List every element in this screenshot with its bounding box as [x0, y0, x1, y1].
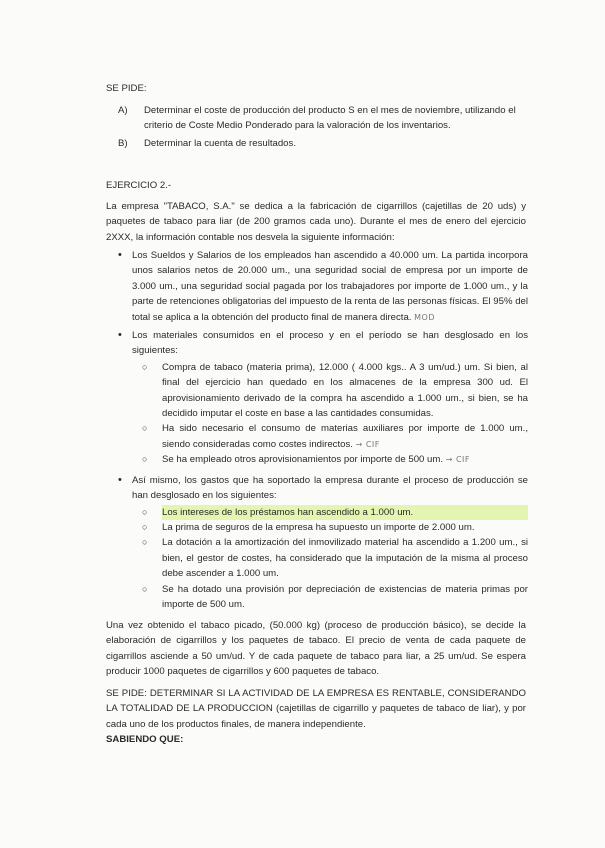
exercise-title: EJERCICIO 2.- — [106, 180, 172, 191]
production-paragraph: Una vez obtenido el tabaco picado, (50.000 kg) (proceso de producción básico), se decide la elaboración de cigarrillos y los paquetes de tabaco. El precio de venta de cada paquete de cigarrillos asciende a 50 um/ud. Y de cada paquete de tabaco para liar, a 25 um/ud. Se espera producir 1000 paquetes de cigarrillos y 600 paquetes de tabaco. — [106, 620, 526, 678]
bullet-dot-icon: • — [118, 473, 122, 486]
requirement-a — [118, 103, 538, 134]
material-item — [142, 360, 528, 422]
expense-item — [142, 520, 528, 535]
bullet-text: Así mismo, los gastos que ha soportado la empresa durante el proceso de producción se han desglosado en los siguientes: — [132, 474, 528, 502]
requirement-text: Determinar el coste de producción del producto S en el mes de noviembre, utilizando el criterio de Coste Medio Ponderado para la valoración de los inventarios. — [144, 105, 516, 132]
circle-bullet-icon: ○ — [142, 361, 148, 372]
circle-bullet-icon: ○ — [142, 583, 148, 594]
circle-bullet-icon: ○ — [142, 454, 148, 465]
requirements-list — [118, 103, 538, 151]
requirement-letter: A) — [118, 105, 128, 116]
handwritten-note: → CIF — [445, 455, 471, 465]
expense-text: Los intereses de los préstamos han ascendido a 1.000 um. — [162, 505, 528, 520]
se-pide-question: SE PIDE: DETERMINAR SI LA ACTIVIDAD DE LA EMPRESA ES RENTABLE, CONSIDERANDO LA TOTALIDAD DE LA PRODUCCION (cajetillas de cigarrillo y paquetes de tabaco de liar), y por cada uno de los productos finales, de manera independiente. — [106, 688, 526, 730]
expense-item — [142, 505, 528, 520]
circle-bullet-icon: ○ — [142, 506, 148, 517]
circle-bullet-icon: ○ — [142, 423, 148, 434]
bullet-salaries — [118, 248, 528, 325]
expense-text: Se ha dotado una provisión por depreciación de existencias de materia primas por importe de 500 um. — [162, 583, 528, 610]
expenses-sublist — [132, 505, 528, 613]
circle-bullet-icon: ○ — [142, 537, 148, 548]
material-text: Compra de tabaco (materia prima), 12.000 ( 4.000 kgs.. A 3 um/ud.) um. Si bien, al final del ejercicio han quedado en los almacenes de la empresa 300 ud. El aprovisionamiento derivado de la compra ha ascendido a 1.000 um., si bien, se ha decidido imputar el coste en base a las cantidades consumidas. — [162, 361, 528, 420]
bullet-materials — [118, 328, 528, 470]
requirement-letter: B) — [118, 137, 128, 149]
expense-text: La prima de seguros de la empresa ha supuesto un importe de 2.000 um. — [162, 521, 475, 533]
expense-text: La dotación a la amortización del inmovilizado material ha ascendido a 1.200 um., si bien, el gestor de costes, ha considerado que la imputación de la misma al proceso debe ascender a 1.000 um. — [162, 537, 528, 580]
handwritten-note: MOD — [414, 312, 435, 322]
material-item — [142, 452, 528, 467]
bullet-expenses — [118, 473, 528, 615]
handwritten-note: → CIF — [355, 439, 380, 449]
sabiendo-heading: SABIENDO QUE: — [106, 734, 184, 745]
material-text: Se ha empleado otros aprovisionamientos por importe de 500 um. — [162, 454, 444, 466]
materials-sublist — [132, 360, 528, 468]
bullet-text: Los Sueldos y Salarios de los empleados han ascendido a 40.000 um. La partida incorpora unos salarios netos de 20.000 um., una seguridad social de empresa por un importe de 3.000 um., una seguridad social pagada por los trabajadores por importe de 1.000 um., y la parte de retenciones obligatorias del impuesto de la renta de las personas físicas. El 95% del total se aplica a la obtención del producto final de manera directa. — [132, 250, 528, 323]
material-item — [142, 421, 528, 452]
bullet-text: Los materiales consumidos en el proceso y en el período se han desglosado en los siguientes: — [132, 330, 528, 357]
expense-item — [142, 582, 528, 613]
material-text: Ha sido necesario el consumo de materias auxiliares por importe de 1.000 um., siendo consideradas como costes indirectos. — [162, 423, 528, 450]
intro-paragraph: La empresa "TABACO, S.A." se dedica a la fabricación de cigarrillos (cajetillas de 20 uds) y paquetes de tabaco para liar (de 200 gramos cada uno). Durante el mes de enero del ejercicio 2XXX, la información contable nos desvela la siguiente información: — [106, 201, 526, 243]
circle-bullet-icon: ○ — [142, 521, 148, 532]
requirement-text: Determinar la cuenta de resultados. — [144, 137, 296, 149]
requirement-b — [118, 136, 538, 151]
bullet-list — [118, 248, 528, 617]
se-pide-heading: SE PIDE: — [106, 83, 147, 94]
bullet-dot-icon: • — [118, 329, 122, 342]
expense-item — [142, 535, 528, 581]
bullet-dot-icon: • — [118, 249, 122, 261]
